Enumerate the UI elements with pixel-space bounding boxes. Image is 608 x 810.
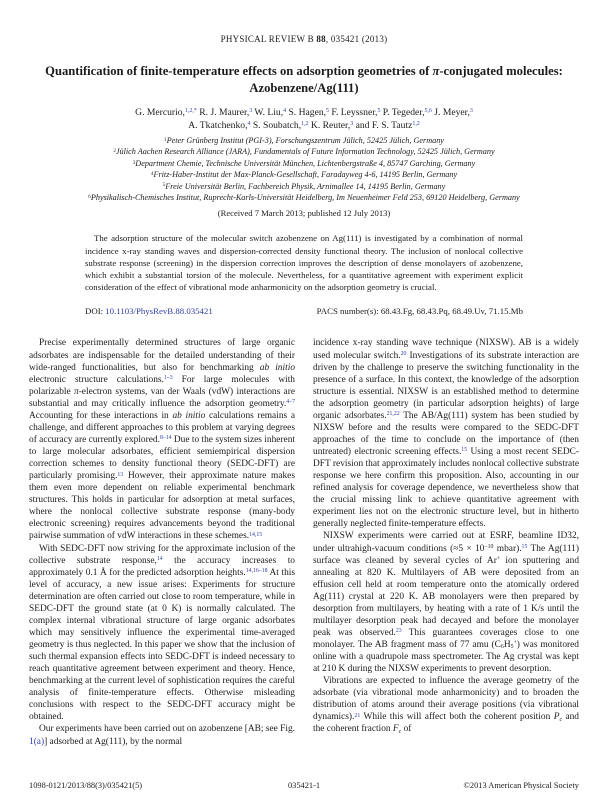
citation-link[interactable]: 3 <box>249 108 253 115</box>
author-list <box>0 106 608 132</box>
affiliation-3: $^3$Department Chemie, Technische Universität München, Lichtenbergstraße 4, 85747 Garching, Germany <box>132 158 476 168</box>
pacs-numbers: 68.43.Fg, 68.43.Pq, 68.49.Uv, 71.15.Mb <box>380 306 523 317</box>
author-line-1: G. Mercurio,$^{1,2,*}$ R. J. Maurer,$^3$ W. Liu,$^4$ S. Hagen,$^5$ F. Leyssner,$^5$ P. Tegeder,$^{5,6}$ J. Meyer,$^3$ <box>135 107 473 118</box>
citation-link[interactable]: 3 <box>350 121 354 128</box>
citation-link[interactable]: 14 <box>156 555 163 562</box>
citation-link[interactable]: 13 <box>117 471 124 478</box>
doi-pacs-row <box>85 306 523 316</box>
journal-header: PHYSICAL REVIEW B 88, 035421 (2013) <box>220 34 388 44</box>
paper-title-line1: Quantification of finite-temperature effects on adsorption geometries of π-conjugated molecules: <box>45 64 563 78</box>
citation-link[interactable]: 21,22 <box>386 411 400 418</box>
citation-link[interactable]: 5 <box>377 108 381 115</box>
citation-link[interactable]: 5 <box>326 108 330 115</box>
citation-link[interactable]: 4 <box>247 121 251 128</box>
citation-link[interactable]: 23 <box>395 628 402 635</box>
citation-link[interactable]: 1,2 <box>412 121 420 128</box>
paragraph-sedc-accuracy: With SEDC-DFT now striving for the approximate inclusion of the collective substrate response,$^{14}$ the accuracy increases to approximately 0.1 Å for the predicted adsorption heights.$^{14,16-18}$ At this level of accuracy, a new issue arises: Experiments for structure determination are often carried out close to room temperature, while in SEDC-DFT the ground state (at 0 K) is normally calculated. The complex internal vibrational structure of large organic adsorbates which may sensitively influence the experimental time-averaged geometry is thus neglected. In this paper we show that the inclusion of such thermal expansion effects into SEDC-DFT is indeed necessary to reach quantitative agreement between experiment and theory. Hence, benchmarking at the current level of sophistication requires the careful analysis of finite-temperature effects. Otherwise misleading conclusions with respect to the SEDC-DFT accuracy might be obtained. <box>29 543 296 723</box>
citation-link[interactable]: 20 <box>400 350 407 357</box>
inline-link[interactable]: 1(a) <box>29 736 45 747</box>
footer-copyright: ©2013 American Physical Society <box>463 781 579 790</box>
page-footer <box>29 781 579 790</box>
author-line-2: A. Tkatchenko,$^4$ S. Soubatch,$^{1,2}$ K. Reuter,$^3$ and F. S. Tautz$^{1,2}$ <box>188 120 420 131</box>
citation-link[interactable]: 1,2,* <box>184 108 197 115</box>
doi-entry <box>85 306 213 316</box>
left-column <box>29 337 295 747</box>
citation-link[interactable]: 14,15 <box>249 531 263 538</box>
citation-link[interactable]: 21 <box>354 712 361 719</box>
affiliation-4: $^4$Fritz-Haber-Institut der Max-Planck-Gesellschaft, Faradayweg 4-6, 14195 Berlin, Germany <box>150 170 458 180</box>
affiliation-6: $^6$Physikalisch-Chemisches Institut, Ruprecht-Karls-Universität Heidelberg, Im Neuenheimer Feld 253, 69120 Heidelberg, Germany <box>88 193 520 203</box>
paragraph-vibrations: Vibrations are expected to influence the average geometry of the adsorbate (via vibrational mode anharmonicity) and to broaden the distribution of atoms around their average positions (via vibrational dynamics).$^{21}$ While this will affect both the coherent position $P_c$ and the coherent fraction $F_c$ of <box>313 676 579 735</box>
affiliation-5: $^5$Freie Universität Berlin, Fachbereich Physik, Arnimallee 14, 14195 Berlin, Germany <box>162 181 446 191</box>
affiliations <box>0 135 608 203</box>
citation-link[interactable]: 8–14 <box>159 435 172 442</box>
citation-link[interactable]: 3 <box>469 108 473 115</box>
pacs-label: PACS number(s): <box>316 306 381 317</box>
citation-link[interactable]: 15 <box>461 447 468 454</box>
affiliation-2: $^2$Jülich Aachen Research Alliance (JARA), Fundamentals of Future Information Technology, 52425 Jülich, Germany <box>113 147 495 157</box>
doi-label: DOI: <box>85 306 106 317</box>
paper-title <box>0 63 608 96</box>
body-columns <box>0 337 608 747</box>
footer-issn: 1098-0121/2013/88(3)/035421(5) <box>29 781 143 790</box>
paragraph-intro: Precise experimentally determined structures of large organic adsorbates are indispensable for the detailed understanding of their wide-ranged functionalities, but also for benchmarking ab initio electronic structure calculations.$^{1-3}$ For large molecules with polarizable π-electron systems, van der Waals (vdW) interactions are substantial and may critically influence the adsorption geometry.$^{4-7}$ Accounting for these interactions in ab initio calculations remains a challenge, and different approaches to this problem at varying degrees of accuracy are currently explored.$^{8-14}$ Due to the system sizes inherent to large molecular adsorbates, efficient semiempirical dispersion correction schemes to density functional theory (SEDC-DFT) are particularly promising.$^{13}$ However, their approximate nature makes them even more dependent on reliable experimental benchmark structures. This holds in particular for adsorption at metal surfaces, where the nonlocal collective substrate response (many-body electronic screening) requires advancements beyond the traditional pairwise summation of vdW interactions in these schemes.$^{14,15}$ <box>29 338 296 542</box>
affiliation-1: $^1$Peter Grünberg Institut (PGI-3), Forschungszentrum Jülich, 52425 Jülich, Germany <box>164 136 444 145</box>
paragraph-experiments-intro: Our experiments have been carried out on azobenzene [AB; see Fig. 1(a)] adsorbed at Ag(111), by the normal <box>29 724 295 747</box>
paragraph-nixsw-background: incidence x-ray standing wave technique (NIXSW). AB is a widely used molecular switch.$^{20}$ Investigations of its substrate interaction are driven by the challenge to preserve the switching functionality in the presence of a surface. In this context, the knowledge of the adsorption structure is essential. NIXSW is an established method to determine the adsorption geometry (in particular adsorption heights) of large organic adsorbates.$^{21,22}$ The AB/Ag(111) system has been studied by NIXSW before and the results were compared to the SEDC-DFT approaches of the time to conclude on the importance of (then untreated) electronic screening effects.$^{15}$ Using a most recent SEDC-DFT revision that approximately includes nonlocal collective substrate response we here confirm this proposition. Also, accounting in our refined analysis for coverage dependence, we nevertheless show that the crucial missing link to achieve quantitative agreement with experiment lies not on the electronic structure level, but in hitherto generally neglected finite-temperature effects. <box>313 338 579 530</box>
citation-link[interactable]: 5,6 <box>424 108 432 115</box>
footer-page-number: 035421-1 <box>287 781 321 790</box>
citation-link[interactable]: 4 <box>283 108 287 115</box>
paragraph-experimental-details: NIXSW experiments were carried out at ESRF, beamline ID32, under ultrahigh-vacuum conditions ($\approx 5 \times 10^{-10}$ mbar).$^{15}$ The Ag(111) surface was cleaned by several cycles of Ar+ ion sputtering and annealing at 820 K. Multilayers of AB were deposited from an effusion cell held at room temperature onto the atomically ordered Ag(111) crystal at 220 K. AB monolayers were then prepared by desorption from multilayers, by heating with a rate of 1 K/s until the multilayer desorption peak had decayed and before the monolayer peak was observed.$^{23}$ This guarantees coverages close to one monolayer. The AB fragment mass of 77 amu $(C_6H_5^+)$ was monitored online with a quadrupole mass spectrometer. The Ag crystal was kept at 210 K during the NIXSW experiments to prevent desorption. <box>313 531 580 675</box>
received-note: (Received 7 March 2013; published 12 July 2013) <box>217 208 391 219</box>
abstract-text: The adsorption structure of the molecular switch azobenzene on Ag(111) is investigated by a combination of normal incidence x-ray standing waves and dispersion-corrected density functional theory. The inclusion of nonlocal collective substrate response (screening) in the dispersion correction improves the description of dense monolayers of azobenzene, which exhibit a substantial torsion of the molecule. Nevertheless, for a quantitative agreement with experiment explicit consideration of the effect of vibrational mode anharmonicity on the adsorption geometry is crucial. <box>85 233 523 293</box>
doi-link[interactable]: 10.1103/PhysRevB.88.035421 <box>105 306 213 317</box>
citation-link[interactable]: 1,2 <box>301 121 309 128</box>
right-column <box>313 337 579 747</box>
paper-title-line2: Azobenzene/Ag(111) <box>249 80 359 95</box>
citation-link[interactable]: 15 <box>521 543 528 550</box>
citation-link[interactable]: 4–7 <box>286 399 295 406</box>
pacs-entry <box>317 306 523 316</box>
citation-link[interactable]: 14,16–18 <box>245 568 268 575</box>
citation-link[interactable]: 1–3 <box>163 375 173 382</box>
